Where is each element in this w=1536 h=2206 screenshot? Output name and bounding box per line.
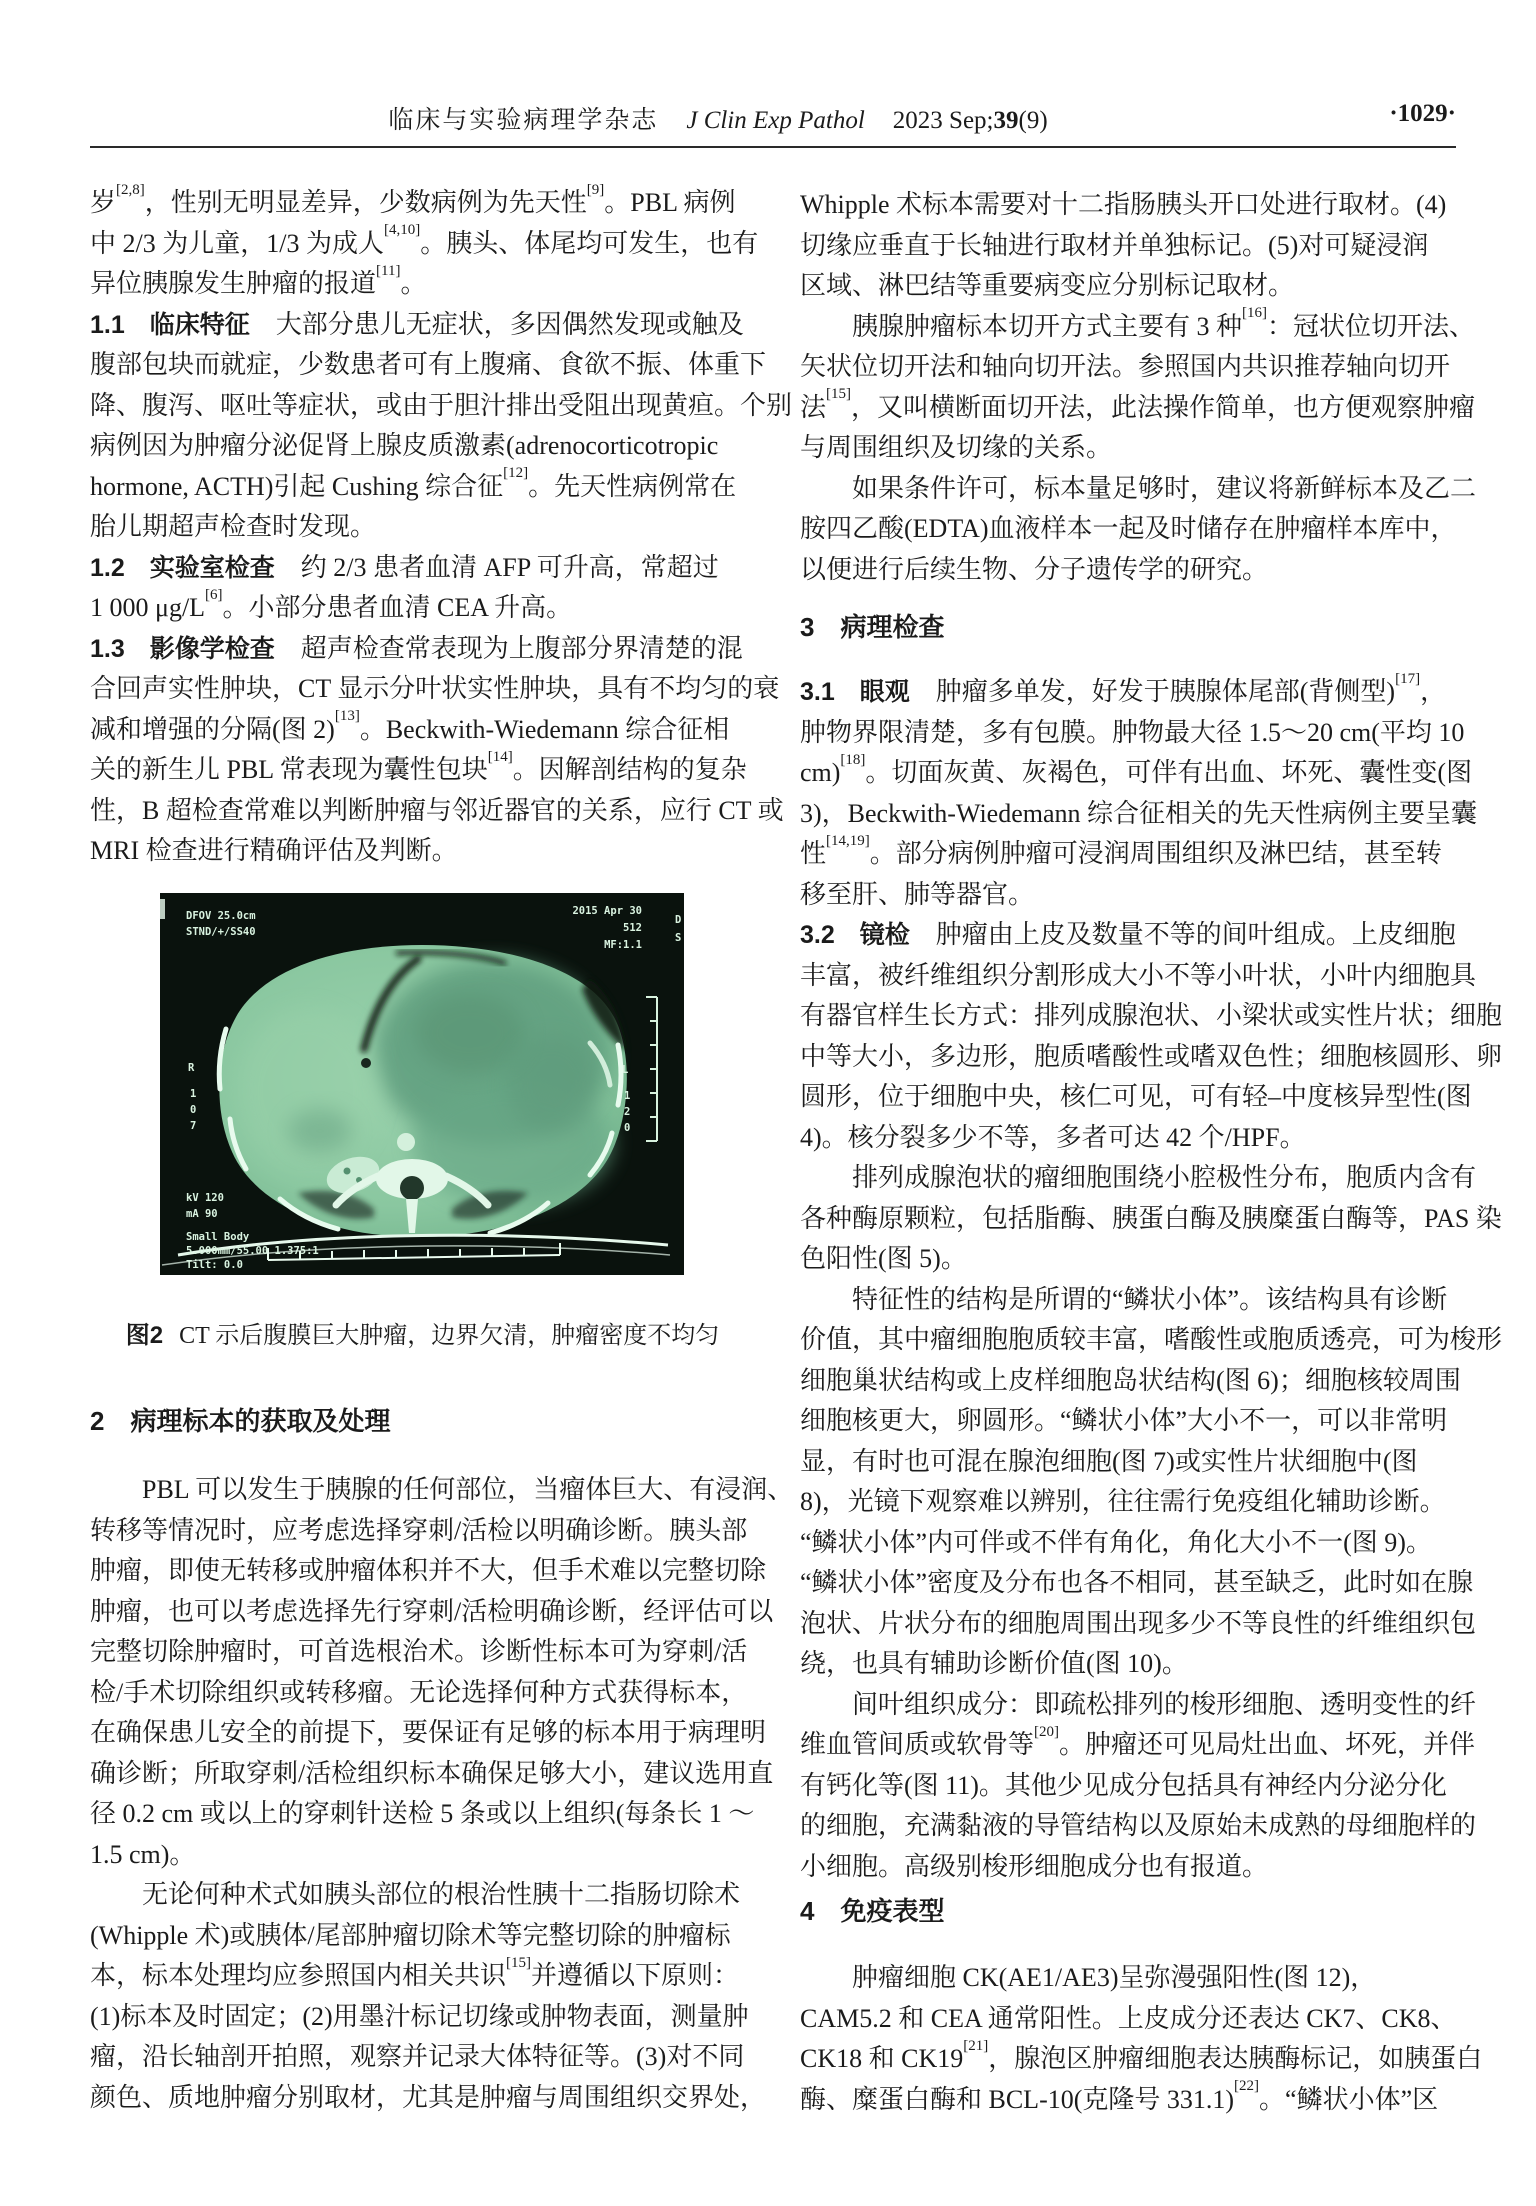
text-line: 有钙化等(图 11)。其他少见成分包括具有神经内分泌分化 <box>800 1770 1447 1800</box>
issue-number: (9) <box>1018 107 1048 134</box>
text-line: 3)，Beckwith-Wiedemann 综合征相关的先天性病例主要呈囊 <box>800 798 1478 828</box>
ct-label-bodysize: Small Body <box>186 1231 250 1243</box>
ct-marker-left: L <box>622 1064 629 1076</box>
journal-issue-date <box>893 107 1048 134</box>
ct-label-tilt: Tilt: 0.0 <box>186 1259 243 1271</box>
text-line: 在确保患儿安全的前提下，要保证有足够的标本用于病理明 <box>90 1718 767 1747</box>
text-line: 本，标本处理均应参照国内相关共识[15]并遵循以下原则： <box>90 1954 740 1990</box>
ct-edge-char-2: S <box>675 932 682 944</box>
text-line: 8)，光镜下观察难以辨别，往往需行免疫组化辅助诊断。 <box>800 1487 1446 1516</box>
text-line: 完整切除肿瘤时，可首选根治术。诊断性标本可为穿刺/活 <box>90 1637 748 1666</box>
text-line: 色阳性(图 5)。 <box>800 1244 967 1273</box>
text-line: 1.3 影像学检查 超声检查常表现为上腹部分界清楚的混 <box>90 633 743 663</box>
text-line: MRI 检查进行精确评估及判断。 <box>90 836 458 865</box>
text-line: CK18 和 CK19[21]，腺泡区肿瘤细胞表达胰酶标记，如胰蛋白 <box>800 2037 1483 2073</box>
text-line: 间叶组织成分：即疏松排列的梭形细胞、透明变性的纤 <box>800 1689 1477 1719</box>
text-line: 绕，也具有辅助诊断价值(图 10)。 <box>800 1649 1188 1678</box>
page-number: ·1029· <box>1389 100 1456 127</box>
text-line: 泡状、片状分布的细胞周围出现多少不等良性的纤维组织包 <box>800 1608 1477 1638</box>
ct-edge-char-1: D <box>675 914 682 926</box>
text-line: 3.2 镜检 肿瘤由上皮及数量不等的间叶组成。上皮细胞 <box>800 920 1456 949</box>
text-line: 降、腹泻、呕吐等症状，或由于胆汁排出受阻出现黄疸。个别 <box>90 390 793 420</box>
text-line: 1.1 临床特征 大部分患儿无症状，多因偶然发现或触及 <box>90 309 744 339</box>
text-line: 检/手术切除组织或转移瘤。无论选择何种方式获得标本， <box>90 1677 748 1707</box>
text-line: “鳞状小体”内可伴或不伴有角化，角化大小不一(图 9)。 <box>800 1527 1432 1557</box>
text-line: (1)标本及时固定；(2)用墨汁标记切缘或肿物表面，测量肿 <box>90 2001 749 2031</box>
text-line: 4)。核分裂多少不等，多者可达 42 个/HPF。 <box>800 1122 1306 1152</box>
text-line: (Whipple 术)或胰体/尾部肿瘤切除术等完整切除的肿瘤标 <box>90 1920 731 1950</box>
text-line: 胎儿期超声检查时发现。 <box>90 512 377 541</box>
ct-r-digit: 0 <box>190 1104 197 1116</box>
text-line: 小细胞。高级别梭形细胞成分也有报道。 <box>800 1851 1269 1881</box>
ct-label-date: 2015 Apr 30 <box>572 905 642 917</box>
ct-label-dfov: DFOV 25.0cm <box>186 910 256 922</box>
header-rule <box>90 146 1456 148</box>
journal-title-en: J Clin Exp Pathol <box>686 107 865 134</box>
right-column-block-2 <box>800 670 1503 1887</box>
text-line: 各种酶原颗粒，包括脂酶、胰蛋白酶及胰糜蛋白酶等，PAS 染 <box>800 1203 1502 1233</box>
ct-label-kv: kV 120 <box>186 1192 224 1204</box>
text-line: 有器官样生长方式：排列成腺泡状、小梁状或实性片状；细胞 <box>800 1001 1503 1030</box>
text-line: 性[14,19]。部分病例肿瘤可浸润周围组织及淋巴结，甚至转 <box>800 832 1442 868</box>
ct-marker-right: R <box>188 1062 195 1074</box>
text-line: cm)[18]。切面灰黄、灰褐色，可伴有出血、坏死、囊性变(图 <box>800 751 1473 787</box>
text-line: 肿瘤细胞 CK(AE1/AE3)呈弥漫强阳性(图 12)， <box>800 1963 1377 1992</box>
text-line: 确诊断；所取穿刺/活检组织标本确保足够大小，建议选用直 <box>90 1758 774 1788</box>
right-column-block-3 <box>800 1958 1483 2120</box>
text-line: 合回声实性肿块，CT 显示分叶状实性肿块，具有不均匀的衰 <box>90 674 780 703</box>
text-line: 1 000 μg/L[6]。小部分患者血清 CEA 升高。 <box>90 586 573 622</box>
text-line: “鳞状小体”密度及分布也各不相同，甚至缺乏，此时如在腺 <box>800 1568 1474 1597</box>
text-line: PBL 可以发生于胰腺的任何部位，当瘤体巨大、有浸润、 <box>90 1475 794 1504</box>
text-line: 排列成腺泡状的瘤细胞围绕小腔极性分布，胞质内含有 <box>800 1163 1477 1192</box>
section-3-heading: 3 病理检查 <box>800 612 945 642</box>
text-line: 腹部包块而就症，少数患者可有上腹痛、食欲不振、体重下 <box>90 350 767 379</box>
text-line: 3.1 眼观 肿瘤多单发，好发于胰腺体尾部(背侧型)[17]， <box>800 670 1447 706</box>
journal-masthead <box>90 100 1346 136</box>
text-line: 圆形，位于细胞中央，核仁可见，可有轻–中度核异型性(图 <box>800 1082 1472 1111</box>
text-line: 1.5 cm)。 <box>90 1839 196 1869</box>
ct-l-digit: 0 <box>624 1122 631 1134</box>
journal-title-cn: 临床与实验病理学杂志 <box>388 107 659 134</box>
ct-tumor-mottle <box>415 993 525 1073</box>
text-line: 肿瘤，即使无转移或肿瘤体积并不大，但手术难以完整切除 <box>90 1556 767 1585</box>
section-2-heading: 2 病理标本的获取及处理 <box>90 1406 391 1436</box>
text-line: 维血管间质或软骨等[20]。肿瘤还可见局灶出血、坏死，并伴 <box>800 1723 1476 1759</box>
text-line: Whipple 术标本需要对十二指肠胰头开口处进行取材。(4) <box>800 190 1447 219</box>
text-line: 丰富，被纤维组织分割形成大小不等小叶状，小叶内细胞具 <box>800 960 1477 990</box>
text-line: 病例因为肿瘤分泌促肾上腺皮质激素(adrenocorticotropic <box>90 431 719 460</box>
text-line: 特征性的结构是所谓的“鳞状小体”。该结构具有诊断 <box>800 1284 1448 1314</box>
text-line: 中等大小，多边形，胞质嗜酸性或嗜双色性；细胞核圆形、卵 <box>800 1041 1503 1071</box>
text-line: 价值，其中瘤细胞胞质较丰富，嗜酸性或胞质透亮，可为梭形 <box>800 1325 1503 1354</box>
figure-2-caption <box>90 1315 755 1350</box>
film-edge-notch <box>160 899 165 919</box>
text-line: 切缘应垂直于长轴进行取材并单独标记。(5)对可疑浸润 <box>800 230 1429 260</box>
page-header <box>90 100 1456 140</box>
ct-bowel-shadow <box>288 1109 352 1153</box>
text-line: 以便进行后续生物、分子遗传学的研究。 <box>800 554 1269 584</box>
text-line: 转移等情况时，应考虑选择穿刺/活检以明确诊断。胰头部 <box>90 1515 748 1545</box>
ct-label-matrix: 512 <box>623 922 642 934</box>
text-line: 中 2/3 为儿童，1/3 为成人[4,10]。胰头、体尾均可发生，也有 <box>90 222 759 258</box>
text-line: 颜色、质地肿瘤分别取材，尤其是肿瘤与周围组织交界处， <box>90 2082 767 2112</box>
text-line: 异位胰腺发生肿瘤的报道[11]。 <box>90 262 427 298</box>
ct-r-digit: 7 <box>190 1120 197 1132</box>
ct-scan-svg <box>160 893 684 1275</box>
ct-tumor-mottle-2 <box>507 1035 597 1135</box>
text-line: 法[15]，又叫横断面切开法，此法操作简单，也方便观察肿瘤 <box>800 386 1476 422</box>
ct-l-digit: 2 <box>624 1106 631 1118</box>
figure-2-ct-image <box>160 893 684 1275</box>
text-line: 径 0.2 cm 或以上的穿刺针送检 5 条或以上组织(每条长 1 ～ <box>90 1799 755 1828</box>
figure-caption-text: CT 示后腹膜巨大肿瘤，边界欠清，肿瘤密度不均匀 <box>179 1323 720 1349</box>
text-line: 细胞核更大，卵圆形。“鳞状小体”大小不一，可以非常明 <box>800 1406 1448 1435</box>
left-column-block-1 <box>90 181 793 872</box>
text-line: 矢状位切开法和轴向切开法。参照国内共识推荐轴向切开 <box>800 352 1451 381</box>
text-line: 岁[2,8]，性别无明显差异，少数病例为先天性[9]。PBL 病例 <box>90 181 736 217</box>
text-line: 性，B 超检查常难以判断肿瘤与邻近器官的关系，应行 CT 或 <box>90 795 784 825</box>
text-line: 肿物界限清楚，多有包膜。肿物最大径 1.5～20 cm(平均 10 <box>800 717 1465 747</box>
text-line: 如果条件许可，标本量足够时，建议将新鲜标本及乙二 <box>800 473 1477 503</box>
text-line: 关的新生儿 PBL 常表现为囊性包块[14]。因解剖结构的复杂 <box>90 748 747 784</box>
ct-label-mode: STND/+/SS40 <box>186 926 256 938</box>
ct-aorta <box>397 1133 415 1151</box>
text-line: 显，有时也可混在腺泡细胞(图 7)或实性片状细胞中(图 <box>800 1446 1418 1476</box>
text-line: 与周围组织及切缘的关系。 <box>800 433 1113 462</box>
text-line: 区域、淋巴结等重要病变应分别标记取材。 <box>800 271 1295 300</box>
text-line: 减和增强的分隔(图 2)[13]。Beckwith-Wiedemann 综合征相 <box>90 708 730 744</box>
issue-volume: 39 <box>993 107 1019 134</box>
ct-kidney-spot <box>344 1168 351 1175</box>
text-line: 无论何种术式如胰头部位的根治性胰十二指肠切除术 <box>90 1880 741 1909</box>
text-line: 肿瘤，也可以考虑选择先行穿刺/活检明确诊断，经评估可以 <box>90 1596 774 1626</box>
ct-l-digit: 1 <box>624 1090 631 1102</box>
right-column-block-1 <box>800 185 1477 590</box>
figure-caption-label: 图2 <box>125 1322 164 1349</box>
left-column-block-2 <box>90 1470 794 2118</box>
text-line: 移至肝、肺等器官。 <box>800 879 1035 909</box>
text-line: 瘤，沿长轴剖开拍照，观察并记录大体特征等。(3)对不同 <box>90 2042 745 2071</box>
text-line: 的细胞，充满黏液的导管结构以及原始未成熟的母细胞样的 <box>800 1811 1477 1840</box>
ct-r-digit: 1 <box>190 1088 197 1100</box>
issue-date-prefix: 2023 Sep; <box>892 107 994 134</box>
text-line: 胺四乙酸(EDTA)血液样本一起及时储存在肿瘤样本库中， <box>800 514 1457 543</box>
section-4-heading: 4 免疫表型 <box>800 1896 945 1926</box>
text-line: 胰腺肿瘤标本切开方式主要有 3 种[16]：冠状位切开法、 <box>800 305 1476 341</box>
text-line: CAM5.2 和 CEA 通常阳性。上皮成分还表达 CK7、CK8、 <box>800 2003 1457 2033</box>
ct-label-mf: MF:1.1 <box>604 939 642 951</box>
text-line: hormone, ACTH)引起 Cushing 综合征[12]。先天性病例常在 <box>90 465 737 501</box>
text-line: 细胞巢状结构或上皮样细胞岛状结构(图 6)；细胞核较周围 <box>800 1365 1461 1395</box>
ct-label-ma: mA 90 <box>186 1208 218 1220</box>
ct-label-slice: 5.000mm/55.00 1.375:1 <box>186 1245 319 1257</box>
ct-dark-dot <box>361 1058 371 1068</box>
text-line: 酶、糜蛋白酶和 BCL-10(克隆号 331.1)[22]。“鳞状小体”区 <box>800 2078 1439 2114</box>
text-line: 1.2 实验室检查 约 2/3 患者血清 AFP 可升高，常超过 <box>90 552 719 582</box>
